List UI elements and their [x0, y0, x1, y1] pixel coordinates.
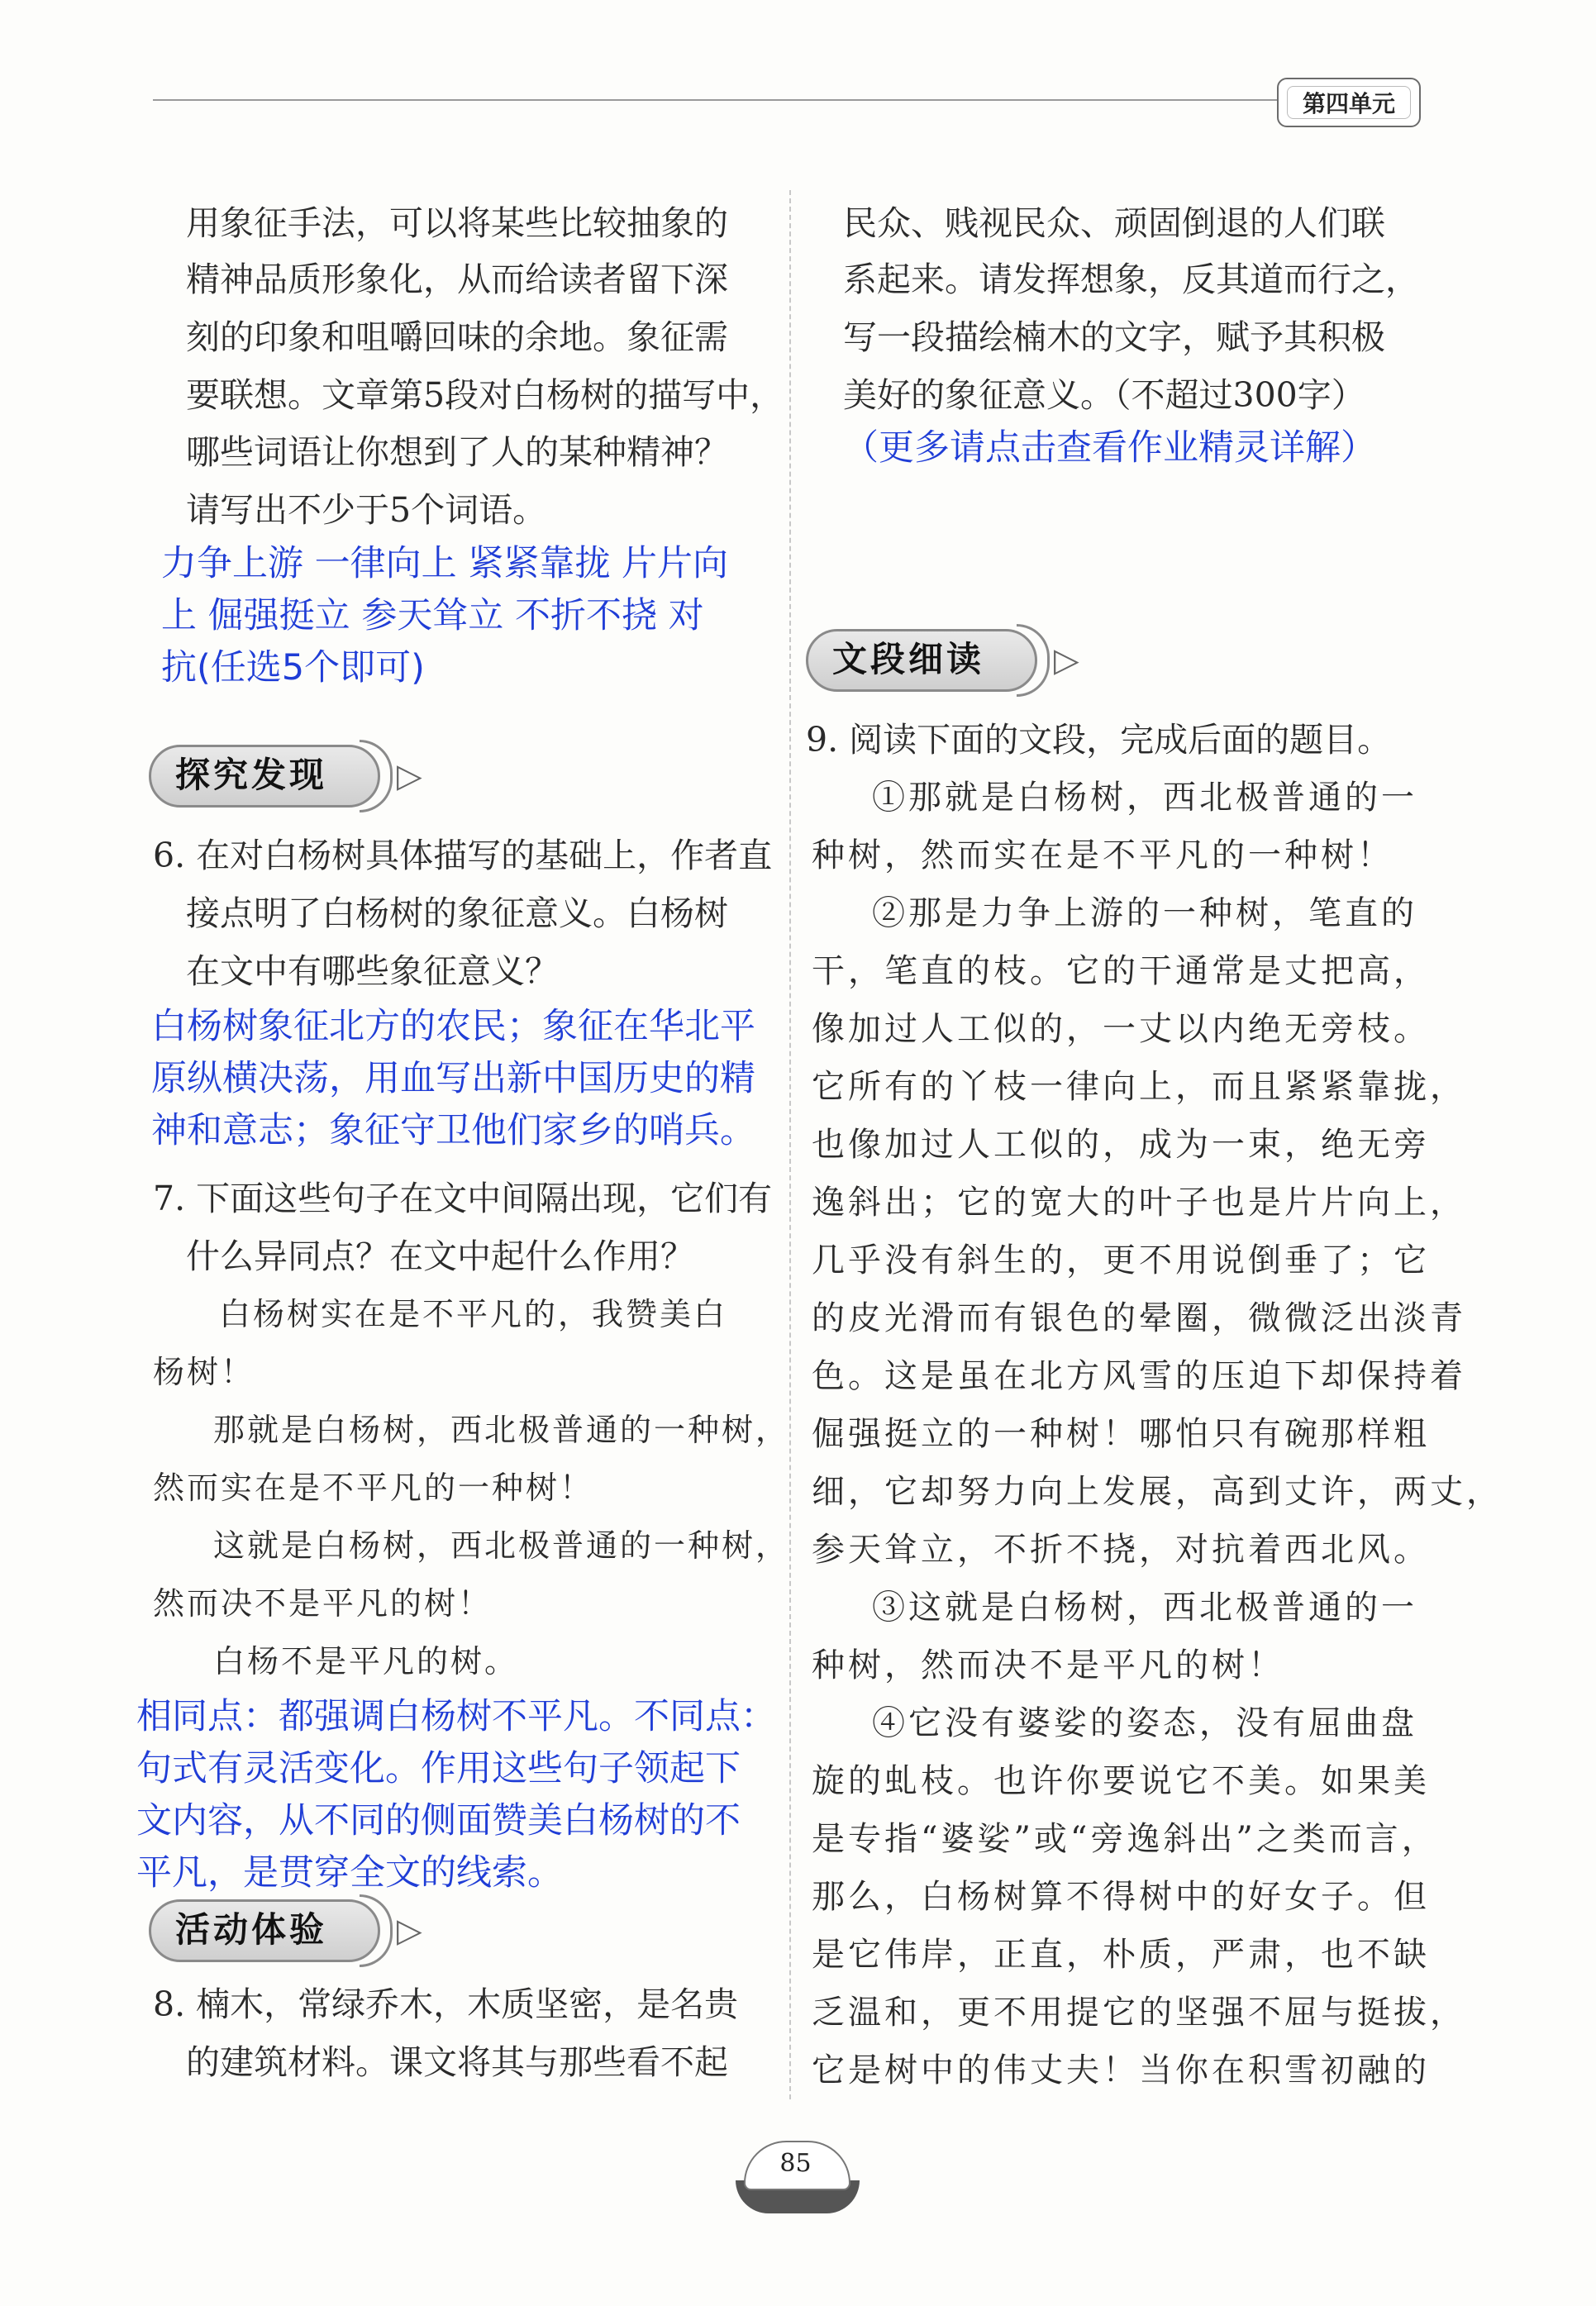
passage-line: 像加过人工似的，一丈以内绝无旁枝。 — [812, 1010, 1430, 1048]
section-title: 探究发现 — [175, 755, 328, 795]
q5-line: 刻的印象和咀嚼回味的余地。象征需 — [186, 317, 728, 357]
q8-cont-line: 民众、贱视民众、顽固倒退的人们联 — [843, 203, 1385, 243]
passage-line: 倔强挺立的一种树！哪怕只有碗那样粗 — [812, 1415, 1430, 1453]
q6-line: 在文中有哪些象征意义？ — [186, 951, 559, 991]
passage-line: 乏温和，更不用提它的坚强不屈与挺拔， — [812, 1994, 1466, 2032]
q8-cont-line: 写一段描绘楠木的文字，赋予其积极 — [843, 317, 1385, 357]
q6-line: 6. 在对白杨树具体描写的基础上，作者直 — [153, 836, 773, 875]
q7-line: 7. 下面这些句子在文中间隔出现，它们有 — [153, 1179, 773, 1218]
q6-line: 接点明了白杨树的象征意义。白杨树 — [186, 893, 728, 933]
q7-quote-line: 然而决不是平凡的树！ — [153, 1585, 493, 1622]
passage-line: 色。这是虽在北方风雪的压迫下却保持着 — [812, 1357, 1466, 1395]
header-rule — [153, 99, 1285, 101]
passage-line: 它是树中的伟丈夫！当你在积雪初融的 — [812, 2051, 1430, 2089]
column-divider — [789, 190, 791, 2099]
passage-line: 种树，然而决不是平凡的树！ — [812, 1646, 1284, 1684]
passage-line: 的皮光滑而有银色的晕圈，微微泛出淡青 — [812, 1299, 1466, 1337]
passage-line: 它所有的丫枝一律向上，而且紧紧靠拢， — [812, 1068, 1466, 1106]
q6-answer-line: 原纵横决荡，用血写出新中国历史的精 — [151, 1058, 755, 1099]
unit-badge — [1277, 78, 1421, 127]
q5-answer-line: 力争上游 一律向上 紧紧靠拢 片片向 — [161, 543, 729, 584]
passage-line: 细，它却努力向上发展，高到丈许，两丈， — [812, 1473, 1503, 1511]
q8-line: 8. 楠木，常绿乔木，木质坚密，是名贵 — [153, 1984, 739, 2024]
q5-line: 用象征手法，可以将某些比较抽象的 — [186, 203, 728, 243]
play-arrow-icon: ▷ — [1054, 641, 1079, 679]
q5-line: 精神品质形象化，从而给读者留下深 — [186, 260, 728, 299]
section-banner-activity — [149, 1894, 430, 1967]
page-number: 85 — [779, 2149, 812, 2178]
q9-intro: 9. 阅读下面的文段，完成后面的题目。 — [806, 720, 1392, 760]
q8-answer: （更多请点击查看作业精灵详解） — [843, 427, 1376, 469]
q7-line: 什么异同点？在文中起什么作用？ — [186, 1236, 694, 1276]
q7-quote-line: 杨树！ — [153, 1354, 255, 1390]
section-title: 文段细读 — [832, 639, 985, 679]
q7-quote-line: 白杨不是平凡的树。 — [213, 1643, 519, 1679]
passage-line: 也像加过人工似的，成为一束，绝无旁 — [812, 1126, 1430, 1164]
q5-answer-line: 抗(任选5个即可) — [161, 647, 425, 688]
passage-line: 旋的虬枝。也许你要说它不美。如果美 — [812, 1762, 1430, 1800]
q8-cont-line: 系起来。请发挥想象，反其道而行之， — [843, 260, 1419, 299]
section-banner-close-read — [806, 624, 1087, 697]
passage-line: ①那就是白杨树，西北极普通的一 — [872, 779, 1417, 817]
play-arrow-icon: ▷ — [397, 1912, 422, 1950]
passage-line: 干，笔直的枝。它的干通常是丈把高， — [812, 952, 1430, 990]
q5-line: 请写出不少于5个词语。 — [186, 490, 547, 530]
unit-label: 第四单元 — [1302, 90, 1395, 117]
q7-answer-line: 相同点：都强调白杨树不平凡。不同点： — [136, 1696, 776, 1737]
q8-line: 的建筑材料。课文将其与那些看不起 — [186, 2042, 728, 2082]
q7-quote-line: 那就是白杨树，西北极普通的一种树， — [213, 1412, 790, 1448]
passage-line: 是它伟岸，正直，朴质，严肃，也不缺 — [812, 1936, 1430, 1974]
passage-line: 参天耸立，不折不挠，对抗着西北风。 — [812, 1531, 1430, 1569]
passage-line: ③这就是白杨树，西北极普通的一 — [872, 1589, 1417, 1627]
q7-answer-line: 句式有灵活变化。作用这些句子领起下 — [136, 1748, 741, 1789]
q7-quote-line: 白杨树实在是不平凡的，我赞美白 — [219, 1296, 728, 1332]
q8-cont-line: 美好的象征意义。（不超过300字） — [843, 375, 1365, 415]
passage-line: 是专指“婆娑”或“旁逸斜出”之类而言， — [812, 1820, 1438, 1858]
section-title: 活动体验 — [175, 1909, 328, 1950]
q5-line: 哪些词语让你想到了人的某种精神？ — [186, 432, 728, 472]
q5-answer-line: 上 倔强挺立 参天耸立 不折不挠 对 — [161, 595, 704, 636]
passage-line: 逸斜出；它的宽大的叶子也是片片向上， — [812, 1184, 1466, 1222]
passage-line: ④它没有婆娑的姿态，没有屈曲盘 — [872, 1704, 1417, 1742]
passage-line: 几乎没有斜生的，更不用说倒垂了；它 — [812, 1241, 1430, 1279]
q7-answer-line: 文内容，从不同的侧面赞美白杨树的不 — [136, 1800, 741, 1841]
q5-line: 要联想。文章第5段对白杨树的描写中， — [186, 375, 784, 415]
passage-line: ②那是力争上游的一种树，笔直的 — [872, 894, 1417, 932]
q6-answer-line: 神和意志；象征守卫他们家乡的哨兵。 — [151, 1110, 755, 1151]
q7-quote-line: 这就是白杨树，西北极普通的一种树， — [213, 1527, 790, 1564]
play-arrow-icon: ▷ — [397, 757, 422, 795]
q6-answer-line: 白杨树象征北方的农民；象征在华北平 — [151, 1006, 755, 1047]
section-banner-explore — [149, 740, 430, 812]
q7-quote-line: 然而实在是不平凡的一种树！ — [153, 1470, 594, 1506]
passage-line: 种树，然而实在是不平凡的一种树！ — [812, 836, 1394, 874]
page-number-badge — [736, 2141, 860, 2232]
q7-answer-line: 平凡，是贯穿全文的线索。 — [136, 1852, 563, 1894]
passage-line: 那么，白杨树算不得树中的好女子。但 — [812, 1878, 1430, 1916]
